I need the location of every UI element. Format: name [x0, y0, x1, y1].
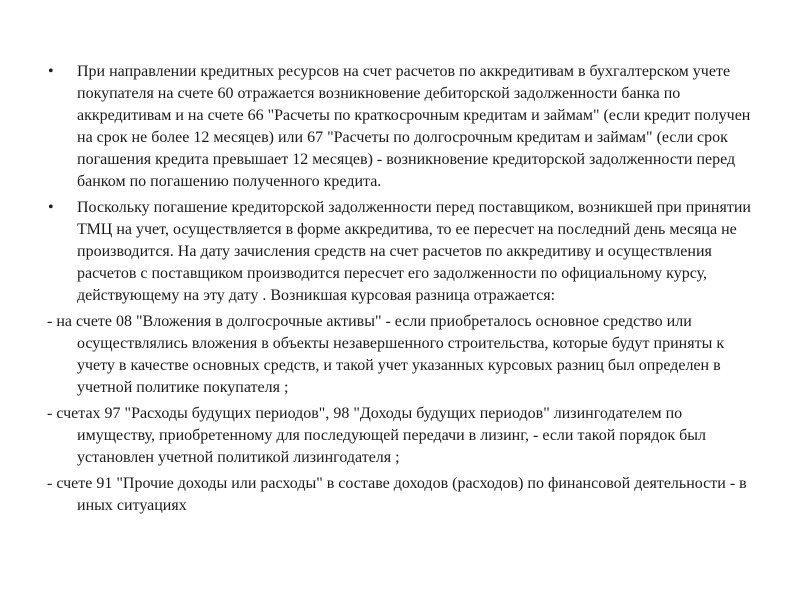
- bullet-text: При направлении кредитных ресурсов на счет расчетов по аккредитивам в бухгалтерском учете покупателя на счете 60 отражается возникновение дебиторской задолженности банка по аккредитивам и на счете 66 "Расчеты по краткосрочным кредитам и займам" (если кредит получен на срок не более 12 месяцев) или 67 "Расчеты по долгосрочным кредитам и займам" (если срок погашения кредита превышает 12 месяцев) - возникновение кредиторской задолженности перед банком по погашению полученного кредита.: [77, 63, 751, 190]
- bullet-item-letter-of-credit: [47, 61, 762, 193]
- bullet-marker: •: [48, 199, 54, 216]
- bullet-item-exchange-difference: [47, 197, 762, 307]
- slide-body: [47, 61, 762, 521]
- dash-item-account-08: - на счете 08 "Вложения в долгосрочные активы" - если приобреталось основное средство или осуществлялись вложения в объекты незавершенного строительства, которые будут приняты к учету в качестве основных средств, и такой учет указанных курсовых разниц был определен в учетной политике покупателя ;: [47, 313, 725, 396]
- dash-item-account-91: - счете 91 "Прочие доходы или расходы" в составе доходов (расходов) по финансовой деятельности - в иных ситуациях: [47, 475, 747, 514]
- bullet-text: Поскольку погашение кредиторской задолженности перед поставщиком, возникшей при принятии ТМЦ на учет, осуществляется в форме аккредитива, то ее пересчет на последний день месяца не производится. На дату зачисления средств на счет расчетов по аккредитиву и осуществления расчетов с поставщиком производится пересчет его задолженности по официальному курсу, действующему на эту дату . Возникшая курсовая разница отражается:: [77, 199, 751, 304]
- dash-item-accounts-97-98: - счетах 97 "Расходы будущих периодов", 98 "Доходы будущих периодов" лизингодателем по имуществу, приобретенному для последующей передачи в лизинг, - если такой порядок был установлен учетной политикой лизингодателя ;: [47, 405, 706, 466]
- bullet-marker: •: [48, 63, 54, 80]
